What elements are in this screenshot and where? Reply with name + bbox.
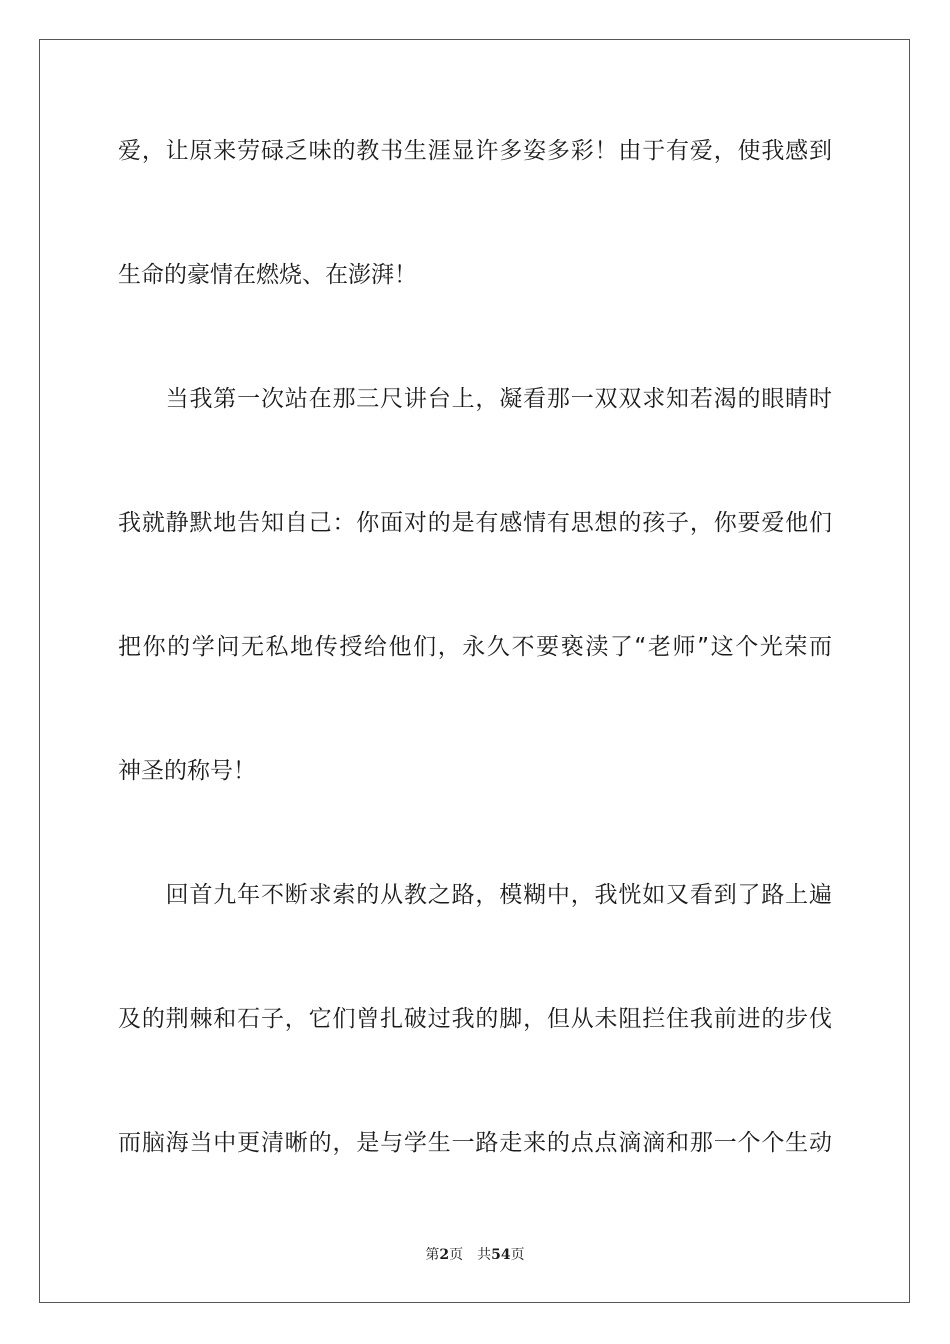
total-pages: 54 bbox=[491, 1247, 511, 1263]
text-line-8: 及的荆棘和石子，它们曾扎破过我的脚，但从未阻拦住我前进的步伐 bbox=[118, 1006, 832, 1032]
text-line-3: 当我第一次站在那三尺讲台上，凝看那一双双求知若渴的眼睛时 bbox=[118, 386, 832, 412]
text-line-4: 我就静默地告知自己：你面对的是有感情有思想的孩子，你要爱他们 bbox=[118, 510, 832, 536]
page-footer bbox=[0, 1245, 950, 1265]
text-line-2: 生命的豪情在燃烧、在澎湃！ bbox=[118, 262, 417, 288]
text-line-6: 神圣的称号！ bbox=[118, 758, 256, 784]
text-line-5: 把你的学问无私地传授给他们，永久不要亵渎了“老师”这个光荣而 bbox=[118, 634, 832, 660]
text-line-1: 爱，让原来劳碌乏味的教书生涯显许多姿多彩！由于有爱，使我感到 bbox=[118, 138, 832, 164]
text-line-9: 而脑海当中更清晰的，是与学生一路走来的点点滴滴和那一个个生动 bbox=[118, 1130, 832, 1156]
page-number: 2 bbox=[439, 1247, 450, 1263]
page-prefix: 第 bbox=[425, 1247, 440, 1263]
page-suffix: 页 bbox=[449, 1247, 464, 1263]
total-prefix: 共 bbox=[477, 1247, 492, 1263]
page-border bbox=[39, 39, 910, 1303]
text-line-7: 回首九年不断求索的从教之路，模糊中，我恍如又看到了路上遍 bbox=[118, 882, 832, 908]
total-suffix: 页 bbox=[510, 1247, 525, 1263]
